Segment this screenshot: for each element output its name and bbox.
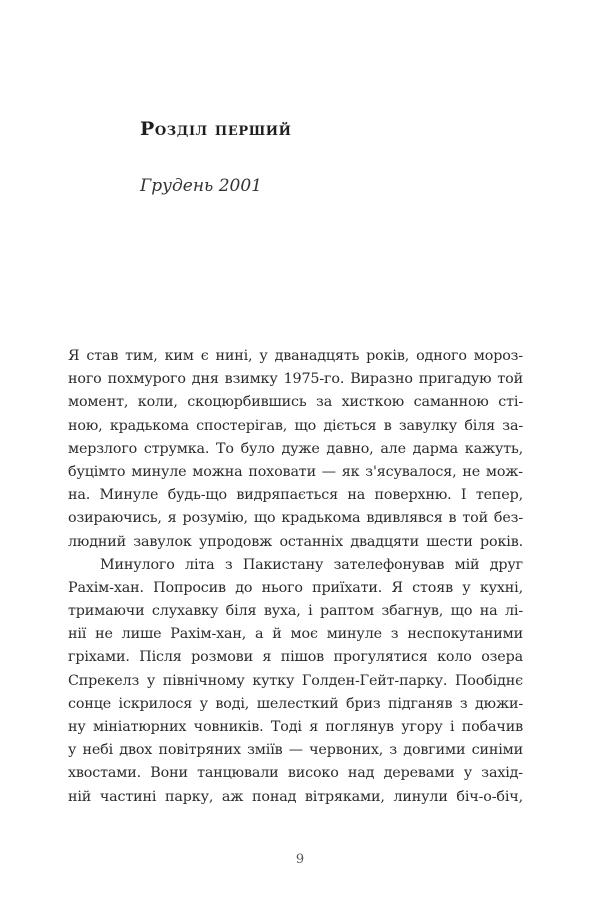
text-line: мерзлого струмка. То було дуже давно, але дарма кажуть,: [68, 440, 523, 457]
text-line: момент, коли, скоцюрбившись за хисткою саманною сті-: [68, 394, 523, 411]
text-line-paragraph-start: Минулого літа з Пакистану зателефонував мій друг: [100, 556, 523, 573]
chapter-date: Грудень 2001: [140, 176, 262, 196]
page-number: 9: [295, 852, 305, 867]
body-text: [68, 345, 523, 809]
text-line: Рахім-хан. Попросив до нього приїхати. Я стояв у кухні,: [68, 579, 523, 596]
text-line: тримаючи слухавку біля вуха, і раптом збагнув, що на лі-: [68, 603, 523, 620]
text-line: нії не лише Рахім-хан, а й моє минуле з неспокутаними: [68, 626, 523, 643]
text-line: у небі двох повітряних зміїв — червоних, з довгими синіми: [68, 742, 523, 759]
text-line: Я став тим, ким є нині, у дванадцять років, одного мороз-: [68, 348, 523, 364]
text-line: ною, крадькома спостерігав, що діється в завулку біля за-: [68, 417, 523, 434]
text-line: озираючись, я розумію, що крадькома вдивлявся в той без-: [68, 510, 523, 527]
chapter-title: Розділ перший: [140, 118, 292, 140]
text-line: ній частині парку, аж понад вітряками, линули біч-о-біч,: [68, 788, 523, 805]
text-line: ного похмурого дня взимку 1975-го. Виразно пригадую той: [68, 371, 523, 388]
text-line: людний завулок упродовж останніх двадцяти шести років.: [68, 533, 523, 550]
text-line: хвостами. Вони танцювали високо над деревами у захід-: [68, 765, 523, 782]
text-line: Спрекелз у північному кутку Голден-Гейт-парку. Пообіднє: [68, 672, 523, 689]
text-line: буцімто минуле можна поховати — як з'ясувалося, не мож-: [68, 463, 523, 480]
text-line: ну мініатюрних човників. Тоді я поглянув угору і побачив: [68, 719, 523, 735]
text-line: на. Минуле будь-що видряпається на поверхню. І тепер,: [68, 487, 523, 504]
text-line: гріхами. Після розмови я пішов прогулятися коло озера: [68, 649, 523, 666]
text-line: сонце іскрилося у воді, шелесткий бриз підганяв з дюжи-: [68, 695, 523, 712]
